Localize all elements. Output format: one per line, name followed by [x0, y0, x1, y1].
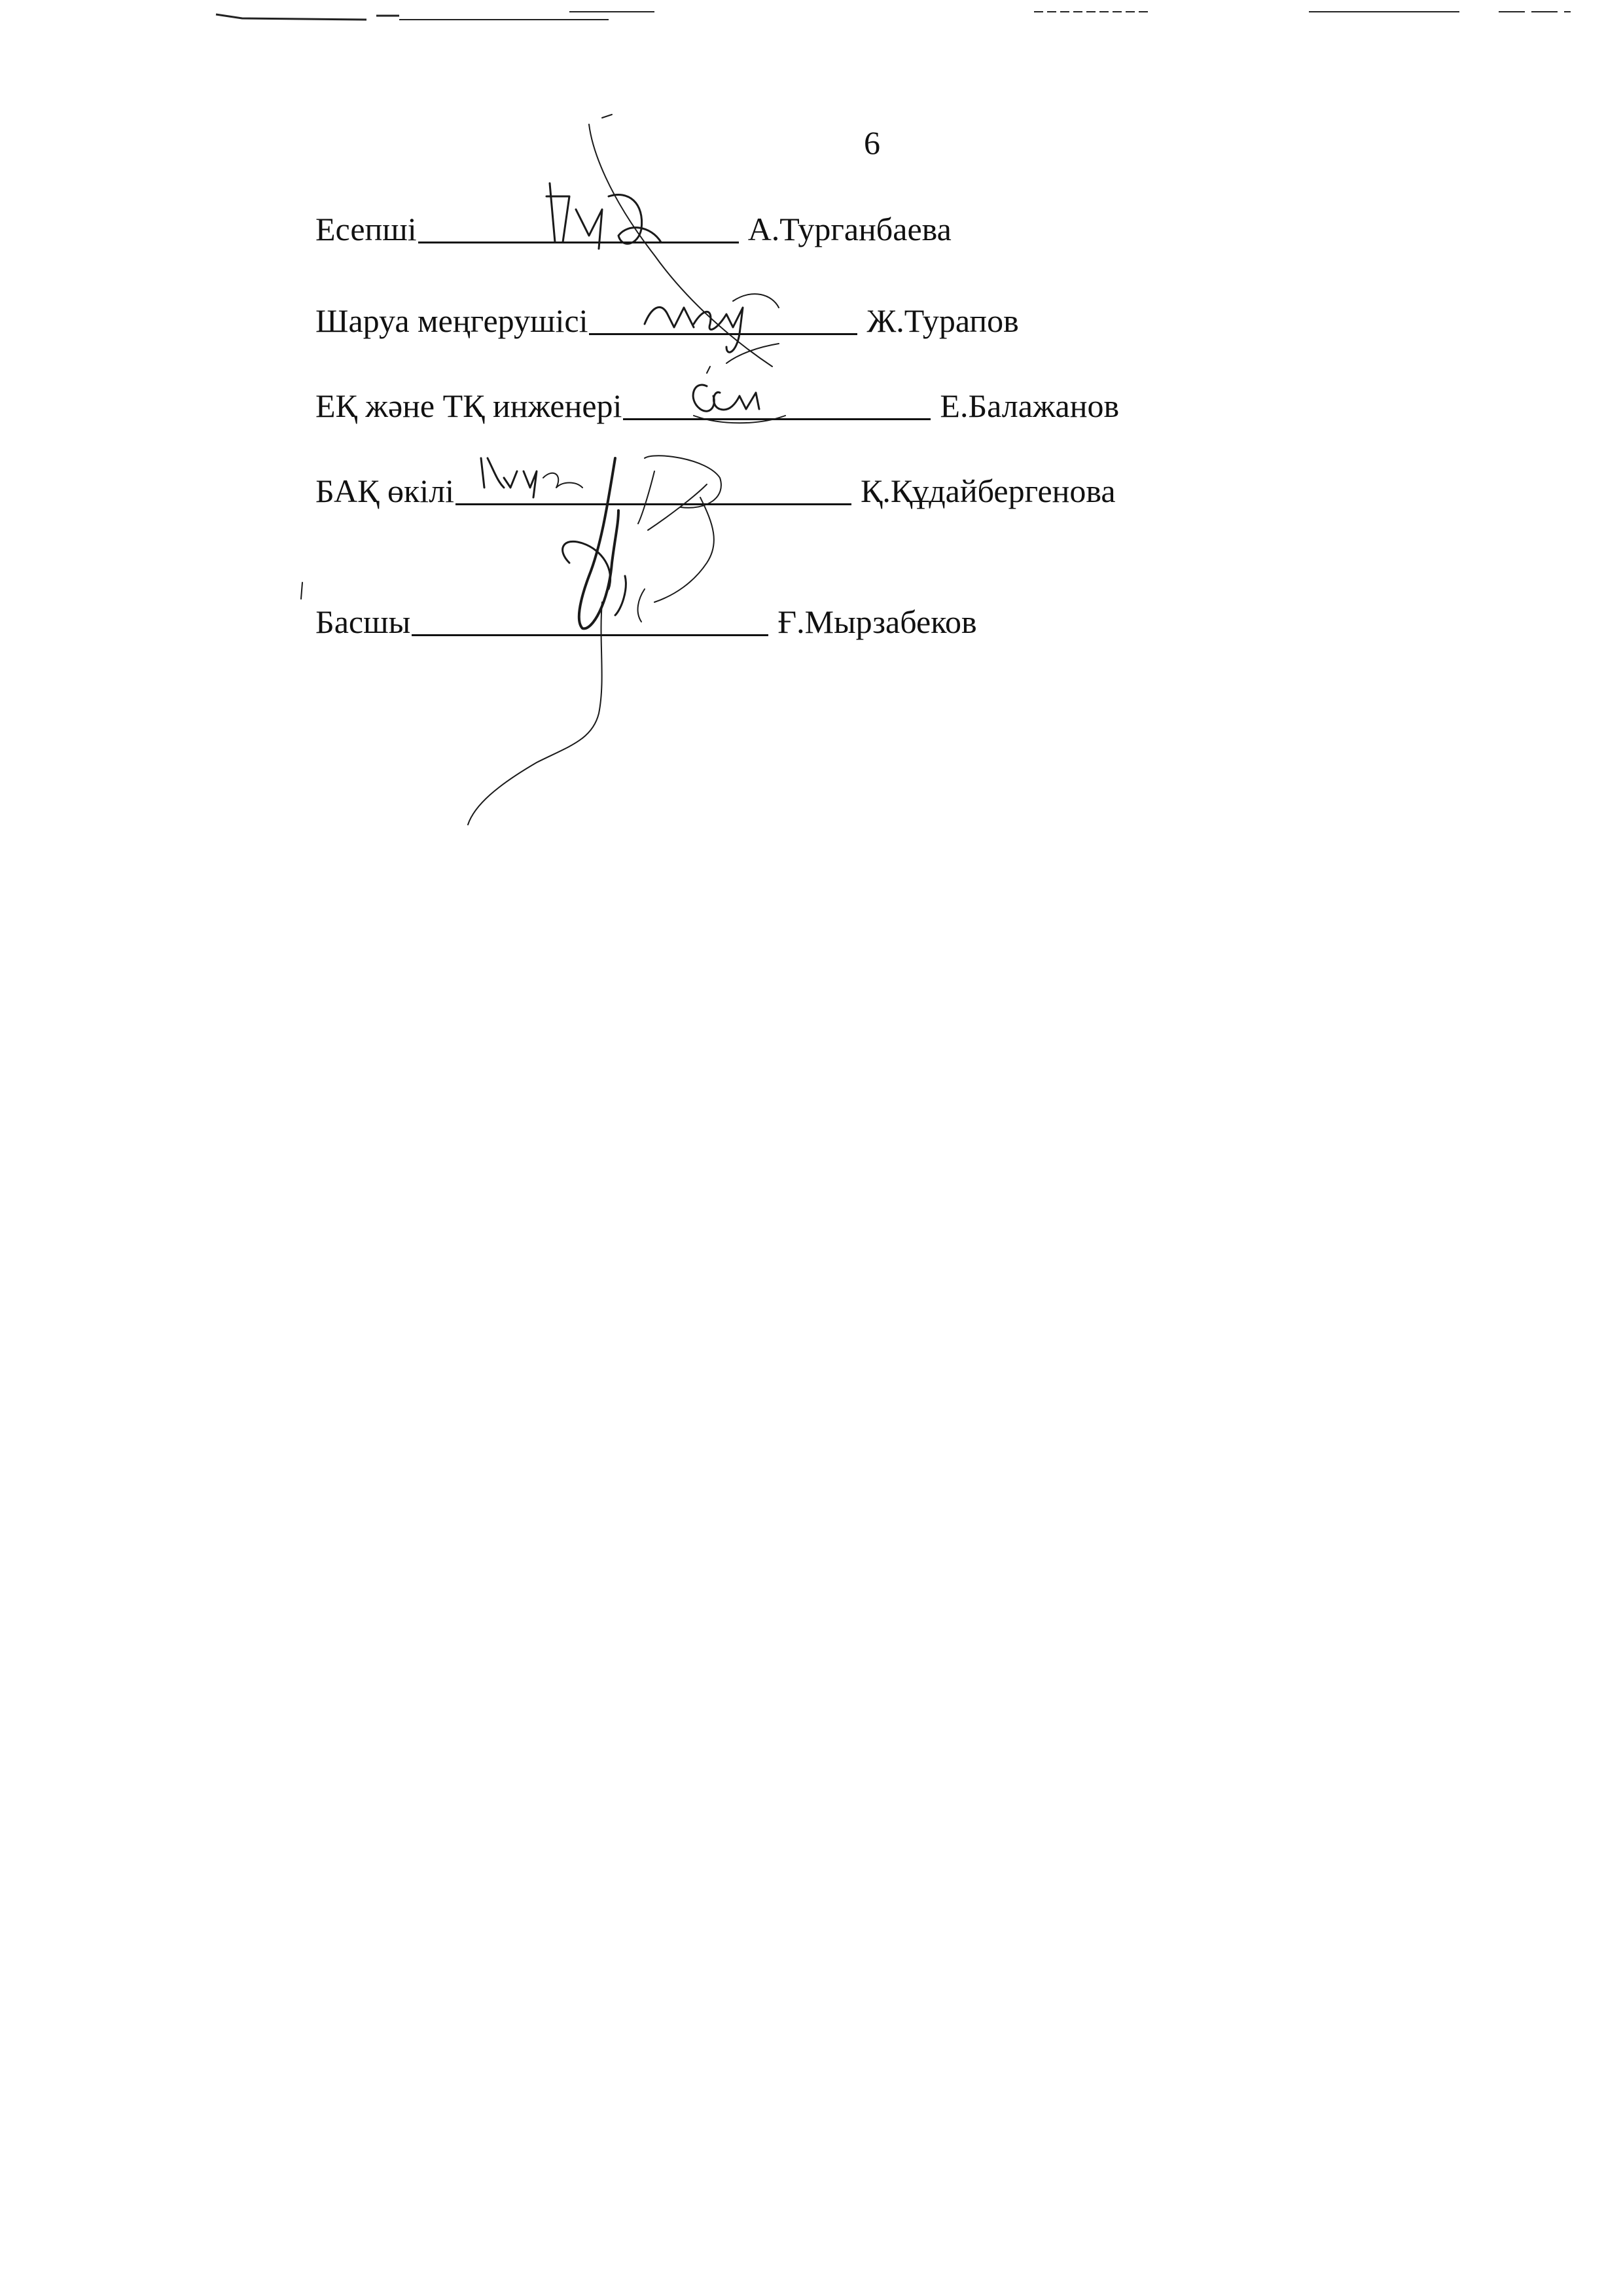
signatory-role: Басшы — [315, 603, 411, 640]
signature-row-head — [315, 596, 977, 641]
signatory-name: Ғ.Мырзабеков — [777, 603, 977, 640]
scan-edge-artifacts — [0, 0, 1623, 39]
signature-row-farm-manager — [315, 295, 1019, 340]
page-number: 6 — [864, 124, 880, 161]
signatory-role: Есепші — [315, 211, 417, 247]
signatory-name: Ж.Турапов — [866, 302, 1019, 339]
signatory-role: ЕҚ және ТҚ инженері — [315, 387, 622, 424]
signature-line — [589, 333, 857, 335]
signature-line — [455, 503, 851, 505]
signature-row-media-representative — [315, 465, 1116, 511]
signatory-name: Е.Балажанов — [940, 387, 1120, 424]
signatory-name: Қ.Құдайбергенова — [861, 473, 1116, 509]
signatory-name: А.Турганбаева — [747, 211, 952, 247]
signatory-role: БАҚ өкілі — [315, 473, 455, 509]
signatory-role: Шаруа меңгерушісі — [315, 302, 588, 339]
signature-head — [301, 458, 714, 825]
signature-row-accountant — [315, 203, 952, 249]
signature-line — [412, 634, 768, 636]
handwritten-signatures — [0, 0, 1623, 916]
signature-row-safety-engineer — [315, 380, 1119, 425]
signature-line — [623, 418, 931, 420]
signature-line — [418, 242, 739, 243]
